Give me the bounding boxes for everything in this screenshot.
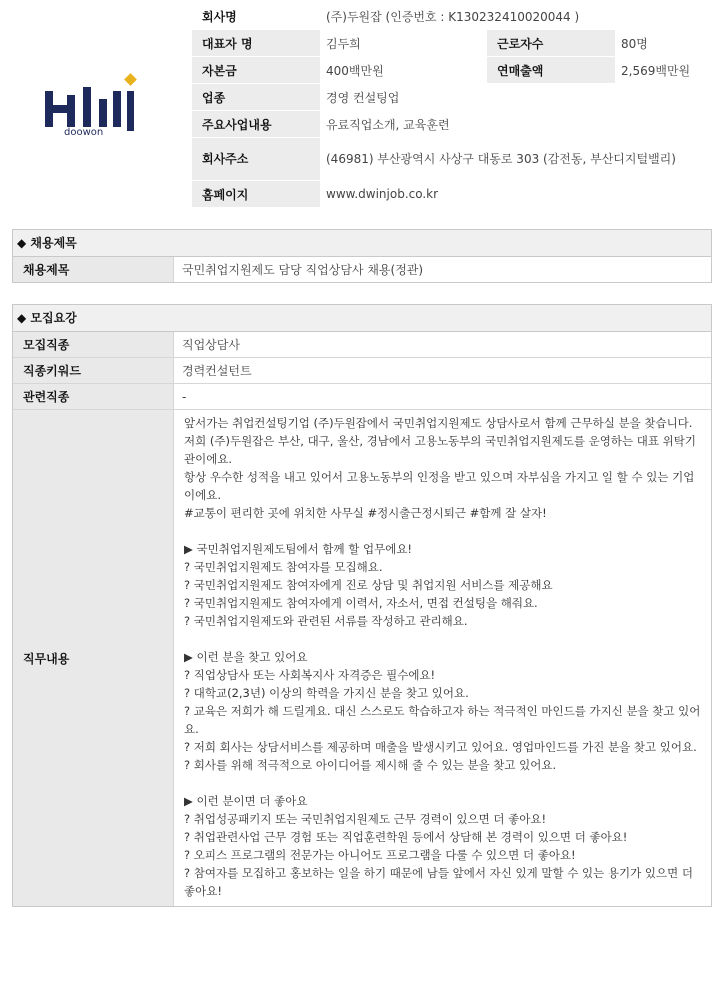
duty-line: ▶ 이런 분이면 더 좋아요	[184, 794, 308, 808]
capital-value: 400백만원	[320, 57, 487, 84]
duty-line: ? 취업관련사업 근무 경험 또는 직업훈련학원 등에서 상담해 본 경력이 있으면 더 좋아요!	[184, 830, 628, 844]
business-row	[192, 111, 713, 138]
recruit-title-section	[12, 229, 712, 283]
duty-line: #교통이 편리한 곳에 위치한 사무실 #정시출근정시퇴근 #함께 잘 살자!	[184, 506, 547, 520]
industry-row	[192, 84, 713, 111]
duty-line: ? 오피스 프로그램의 전문가는 아니어도 프로그램을 다룰 수 있으면 더 좋아요!	[184, 848, 576, 862]
homepage-link[interactable]: www.dwinjob.co.kr	[320, 181, 713, 208]
homepage-row	[192, 181, 713, 208]
duty-label: 직무내용	[13, 410, 174, 906]
recruit-title-label: 채용제목	[13, 257, 174, 282]
duty-line: ▶ 국민취업지원제도팀에서 함께 할 업무에요!	[184, 542, 413, 556]
company-info-table	[192, 3, 713, 208]
duty-gap	[184, 630, 701, 648]
company-logo	[44, 73, 140, 137]
duty-line: ? 교육은 저희가 해 드릴게요. 대신 스스로도 학습하고자 하는 적극적인 마인드를 가지신 분을 찾고 있어요.	[184, 704, 701, 736]
duty-line: 항상 우수한 성적을 내고 있어서 고용노동부의 인정을 받고 있으며 자부심을 가지고 일 할 수 있는 기업이에요.	[184, 470, 695, 502]
company-name-row	[192, 3, 713, 30]
keyword-value: 경력컨설턴트	[182, 364, 252, 378]
doowon-logo-icon	[44, 73, 140, 137]
duty-line: ? 저희 회사는 상담서비스를 제공하며 매출을 발생시키고 있어요. 영업마인드를 가진 분을 찾고 있어요.	[184, 740, 697, 754]
company-name-value: (주)두원잡 (인증번호 : K130232410020044 )	[320, 3, 713, 30]
duty-line: ? 국민취업지원제도와 관련된 서류를 작성하고 관리해요.	[184, 614, 468, 628]
duty-gap	[184, 522, 701, 540]
capital-label: 자본금	[192, 57, 320, 84]
duty-line: ? 참여자를 모집하고 홍보하는 일을 하기 때문에 남들 앞에서 자신 있게 말할 수 있는 용기가 있으면 더 좋아요!	[184, 866, 693, 898]
homepage-label: 홈페이지	[192, 181, 320, 208]
employees-label: 근로자수	[487, 30, 615, 57]
recruit-title-value: 국민취업지원제도 담당 직업상담사 채용(정관)	[182, 263, 424, 277]
ceo-value: 김두희	[320, 30, 487, 57]
recruit-title-header: ◆ 채용제목	[13, 230, 711, 257]
duty-line: 저희 (주)두원잡은 부산, 대구, 울산, 경남에서 고용노동부의 국민취업지원제도를 운영하는 대표 위탁기관이에요.	[184, 434, 696, 466]
business-value: 유료직업소개, 교육훈련	[320, 111, 713, 138]
company-name-label: 회사명	[192, 3, 320, 30]
duty-content	[174, 410, 711, 906]
job-label: 모집직종	[13, 332, 174, 357]
duty-row	[13, 410, 711, 906]
duty-line: ? 직업상담사 또는 사회복지사 자격증은 필수에요!	[184, 668, 436, 682]
job-row	[13, 332, 711, 358]
sales-value: 2,569백만원	[615, 57, 713, 84]
address-label: 회사주소	[192, 138, 320, 181]
address-value: (46981) 부산광역시 사상구 대동로 303 (감전동, 부산디지털밸리)	[320, 138, 713, 181]
ceo-row	[192, 30, 713, 57]
related-value: -	[182, 389, 187, 404]
ceo-label: 대표자 명	[192, 30, 320, 57]
logo-text: doowon	[64, 127, 104, 137]
duty-line: ? 국민취업지원제도 참여자에게 진로 상담 및 취업지원 서비스를 제공해요	[184, 578, 553, 592]
duty-line: ? 국민취업지원제도 참여자를 모집해요.	[184, 560, 383, 574]
duty-line: ▶ 이런 분을 찾고 있어요	[184, 650, 308, 664]
recruit-title-row	[13, 257, 711, 282]
duty-line: 앞서가는 취업컨설팅기업 (주)두원잡에서 국민취업지원제도 상담사로서 함께 근무하실 분을 찾습니다.	[184, 416, 693, 430]
requirements-header: ◆ 모집요강	[13, 305, 711, 332]
related-label: 관련직종	[13, 384, 174, 409]
industry-label: 업종	[192, 84, 320, 111]
duty-gap	[184, 774, 701, 792]
capital-row	[192, 57, 713, 84]
job-value: 직업상담사	[182, 338, 240, 352]
duty-line: ? 취업성공패키지 또는 국민취업지원제도 근무 경력이 있으면 더 좋아요!	[184, 812, 547, 826]
related-row	[13, 384, 711, 410]
keyword-row	[13, 358, 711, 384]
sales-label: 연매출액	[487, 57, 615, 84]
keyword-label: 직종키워드	[13, 358, 174, 383]
requirements-section	[12, 304, 712, 907]
employees-value: 80명	[615, 30, 713, 57]
duty-line: ? 회사를 위해 적극적으로 아이디어를 제시해 줄 수 있는 분을 찾고 있어요.	[184, 758, 557, 772]
address-row	[192, 138, 713, 181]
business-label: 주요사업내용	[192, 111, 320, 138]
duty-line: ? 대학교(2,3년) 이상의 학력을 가지신 분을 찾고 있어요.	[184, 686, 469, 700]
industry-value: 경영 컨설팅업	[320, 84, 713, 111]
duty-line: ? 국민취업지원제도 참여자에게 이력서, 자소서, 면접 컨설팅을 해줘요.	[184, 596, 538, 610]
